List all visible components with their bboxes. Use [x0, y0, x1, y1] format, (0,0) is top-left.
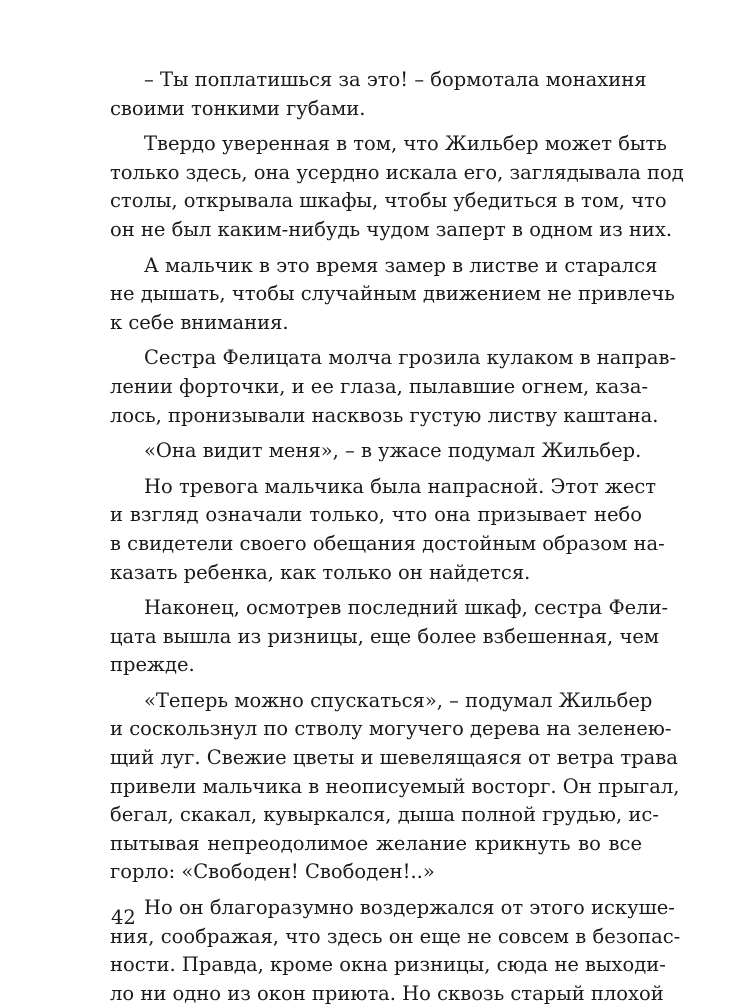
- text-line: Наконец, осмотрев последний шкаф, сестра Фели-: [144, 596, 669, 620]
- text-line: прежде.: [110, 653, 195, 677]
- text-line: своими тонкими губами.: [110, 96, 366, 120]
- text-line: Но он благоразумно воздержался от этого искуше-: [144, 896, 675, 920]
- text-line: лении форточки, и ее глаза, пылавшие огнем, каза-: [110, 374, 649, 398]
- text-line: бегал, скакал, кувыркался, дыша полной грудью, ис-: [110, 803, 659, 827]
- text-line: казать ребенка, как только он найдется.: [110, 560, 531, 584]
- text-line: Твердо уверенная в том, что Жильбер может быть: [144, 132, 667, 156]
- text-line: «Теперь можно спускаться», – подумал Жильбер: [144, 688, 653, 712]
- paragraph: [110, 66, 647, 123]
- text-line: столы, открывала шкафы, чтобы убедиться в том, что: [110, 189, 667, 213]
- paragraph: [110, 894, 681, 1008]
- text-line: горло: «Свободен! Свободен!..»: [110, 860, 435, 884]
- paragraph: [110, 594, 669, 680]
- text-line: Но тревога мальчика была напрасной. Этот жест: [144, 474, 657, 498]
- text-line: ности. Правда, кроме окна ризницы, сюда не выходи-: [110, 953, 666, 977]
- text-line: пытывая непреодолимое желание крикнуть во все: [110, 831, 642, 855]
- text-line: «Она видит меня», – в ужасе подумал Жильбер.: [144, 439, 642, 463]
- paragraph: [110, 687, 680, 887]
- text-line: – Ты поплатишься за это! – бормотала монахиня: [144, 68, 647, 91]
- text-line: не дышать, чтобы случайным движением не привлечь: [110, 282, 675, 306]
- text-line: Сестра Фелицата молча грозила кулаком в направ-: [144, 346, 677, 370]
- text-line: и взгляд означали только, что она призывает небо: [110, 503, 642, 527]
- page-text-block: [110, 66, 684, 1008]
- text-line: щий луг. Свежие цветы и шевелящаяся от ветра трава: [110, 746, 678, 770]
- paragraph: [110, 344, 677, 430]
- text-line: и соскользнул по стволу могучего дерева на зеленею-: [110, 717, 672, 741]
- paragraph: [110, 437, 642, 466]
- text-line: он не был каким-нибудь чудом заперт в одном из них.: [110, 217, 673, 241]
- text-line: цата вышла из ризницы, еще более взбешенная, чем: [110, 624, 660, 648]
- page-number: 42: [111, 906, 136, 929]
- paragraph: [110, 252, 675, 338]
- text-line: в свидетели своего обещания достойным образом на-: [110, 531, 665, 555]
- text-line: привели мальчика в неописуемый восторг. Он прыгал,: [110, 774, 680, 798]
- text-line: ния, соображая, что здесь он еще не совсем в безопас-: [110, 924, 681, 948]
- paragraph: [110, 473, 665, 587]
- paragraph: [110, 130, 684, 244]
- text-line: к себе внимания.: [110, 310, 289, 334]
- text-line: только здесь, она усердно искала его, заглядывала под: [110, 160, 684, 184]
- text-line: лось, пронизывали насквозь густую листву каштана.: [110, 403, 659, 427]
- text-line: А мальчик в это время замер в листве и старался: [144, 253, 658, 277]
- text-line: ло ни одно из окон приюта. Но сквозь старый плохой: [110, 981, 664, 1005]
